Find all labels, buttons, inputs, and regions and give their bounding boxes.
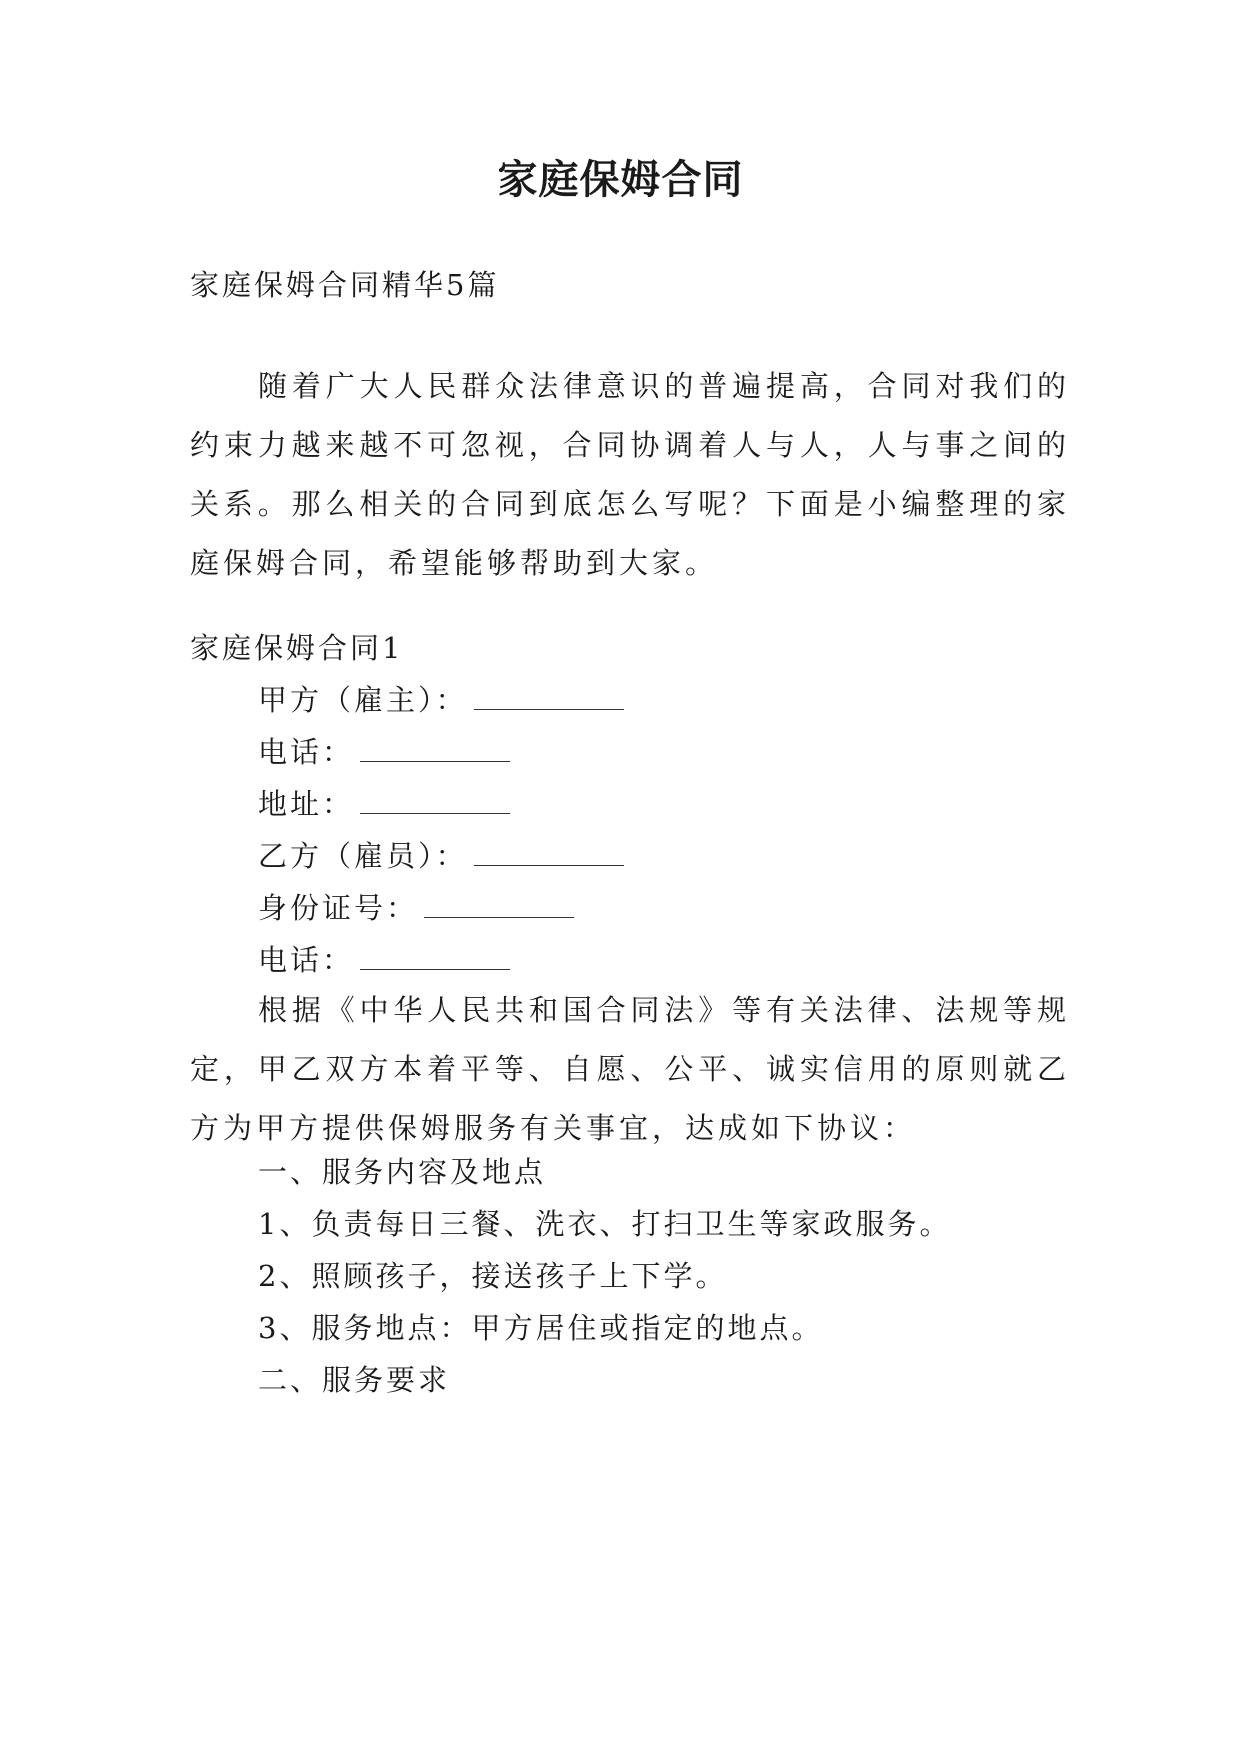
document-subtitle: 家庭保姆合同精华5篇 <box>190 268 500 302</box>
party-b-blank <box>474 843 624 866</box>
phone-a-field <box>258 732 1138 772</box>
section-title: 家庭保姆合同1 <box>190 631 404 665</box>
phone-b-field <box>258 940 1138 980</box>
phone-a-blank <box>360 739 510 762</box>
address-field <box>258 784 1138 824</box>
phone-b-label: 电话： <box>258 943 355 977</box>
basis-paragraph: 根据《中华人民共和国合同法》等有关法律、法规等规定，甲乙双方本着平等、自愿、公平、诚实信用的原则就乙方为甲方提供保姆服务有关事宜，达成如下协议： <box>190 993 1070 1145</box>
document-title: 家庭保姆合同 <box>497 156 744 203</box>
clause-1-item: 1、负责每日三餐、洗衣、打扫卫生等家政服务。 <box>258 1207 952 1241</box>
clause-1-item: 3、服务地点：甲方居住或指定的地点。 <box>258 1311 824 1345</box>
party-b-label: 乙方（雇员）： <box>258 839 468 873</box>
intro-paragraph: 随着广大人民群众法律意识的普遍提高，合同对我们的约束力越来越不可忽视，合同协调着人与人，人与事之间的关系。那么相关的合同到底怎么写呢？下面是小编整理的家庭保姆合同，希望能够帮助到大家。 <box>190 369 1070 580</box>
clause-1-title: 一、服务内容及地点 <box>258 1155 547 1189</box>
phone-a-label: 电话： <box>258 735 355 769</box>
id-number-label: 身份证号： <box>258 891 419 925</box>
id-number-blank <box>424 895 574 918</box>
phone-b-blank <box>360 947 510 970</box>
clause-2-title: 二、服务要求 <box>258 1363 451 1397</box>
address-label: 地址： <box>258 787 355 821</box>
address-blank <box>360 791 510 814</box>
party-a-blank <box>474 687 624 710</box>
party-a-label: 甲方（雇主）： <box>258 683 468 717</box>
clause-1-item: 2、照顾孩子，接送孩子上下学。 <box>258 1259 728 1293</box>
party-a-field <box>258 680 1138 720</box>
id-number-field <box>258 888 1138 928</box>
party-b-field <box>258 836 1138 876</box>
